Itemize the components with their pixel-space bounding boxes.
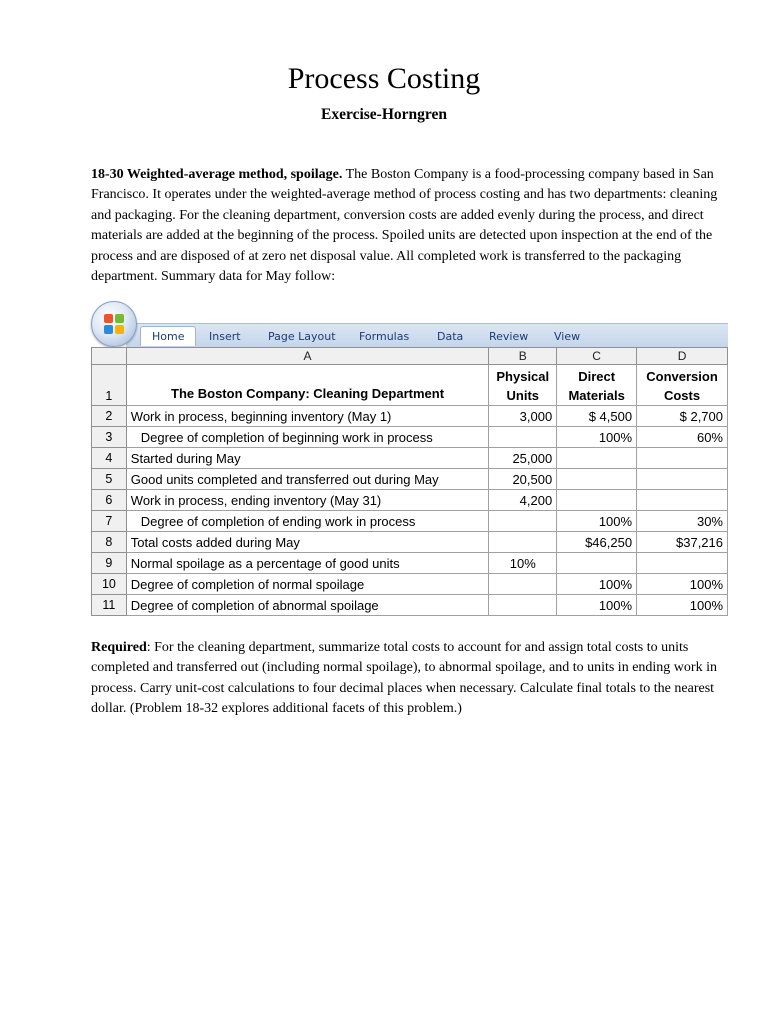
cell-direct-materials[interactable]: 100%: [557, 574, 637, 595]
cell-label[interactable]: Work in process, ending inventory (May 31): [126, 490, 489, 511]
required-label: Required: [91, 640, 147, 655]
cell-physical-units[interactable]: [489, 427, 557, 448]
problem-intro: [91, 165, 731, 287]
header-line: Units: [506, 388, 539, 403]
cell-label[interactable]: Started during May: [126, 448, 489, 469]
spreadsheet-figure: [91, 301, 728, 623]
cell-label[interactable]: Total costs added during May: [126, 532, 489, 553]
cell-conversion-costs[interactable]: 100%: [637, 595, 728, 616]
table-row: [92, 532, 728, 553]
tab-review[interactable]: Review: [489, 330, 529, 343]
tab-view[interactable]: View: [554, 330, 581, 343]
document-subtitle: Exercise-Horngren: [321, 106, 447, 123]
cell-physical-units[interactable]: [489, 595, 557, 616]
cell-direct-materials[interactable]: 100%: [557, 595, 637, 616]
header-line: Materials: [568, 388, 625, 403]
column-header-c[interactable]: C: [557, 348, 637, 365]
cell-physical-units[interactable]: 10%: [489, 553, 557, 574]
cell-conversion-costs[interactable]: [637, 448, 728, 469]
problem-heading: 18-30 Weighted-average method, spoilage.: [91, 167, 343, 182]
table-title[interactable]: The Boston Company: Cleaning Department: [126, 365, 489, 406]
cell-conversion-costs[interactable]: 30%: [637, 511, 728, 532]
office-button[interactable]: [91, 301, 137, 347]
row-number[interactable]: 11: [92, 595, 127, 616]
cell-label[interactable]: Normal spoilage as a percentage of good units: [126, 553, 489, 574]
cell-label[interactable]: Degree of completion of normal spoilage: [126, 574, 489, 595]
header-conversion-costs[interactable]: [637, 365, 728, 406]
cell-physical-units[interactable]: 3,000: [489, 406, 557, 427]
data-table: [91, 347, 728, 616]
row-number[interactable]: 5: [92, 469, 127, 490]
cell-direct-materials[interactable]: $ 4,500: [557, 406, 637, 427]
document-title: Process Costing: [287, 62, 481, 95]
cell-label[interactable]: Degree of completion of abnormal spoilage: [126, 595, 489, 616]
header-direct-materials[interactable]: [557, 365, 637, 406]
table-header-row: [92, 365, 728, 406]
table-row: [92, 427, 728, 448]
row-number[interactable]: 4: [92, 448, 127, 469]
cell-physical-units[interactable]: 25,000: [489, 448, 557, 469]
cell-conversion-costs[interactable]: 100%: [637, 574, 728, 595]
cell-conversion-costs[interactable]: 60%: [637, 427, 728, 448]
cell-label[interactable]: Good units completed and transferred out during May: [126, 469, 489, 490]
table-row: [92, 469, 728, 490]
table-row: [92, 490, 728, 511]
table-row: [92, 511, 728, 532]
header-line: Conversion: [646, 369, 718, 384]
cell-direct-materials[interactable]: [557, 448, 637, 469]
cell-label[interactable]: Degree of completion of ending work in process: [126, 511, 489, 532]
column-header-d[interactable]: D: [637, 348, 728, 365]
ribbon-tab-bar: [126, 323, 728, 348]
column-header-b[interactable]: B: [489, 348, 557, 365]
cell-conversion-costs[interactable]: [637, 490, 728, 511]
cell-physical-units[interactable]: 4,200: [489, 490, 557, 511]
row-number[interactable]: 3: [92, 427, 127, 448]
tab-data[interactable]: Data: [437, 330, 464, 343]
header-line: Physical: [496, 369, 550, 384]
header-line: Costs: [663, 388, 701, 403]
header-line: Direct: [578, 369, 616, 384]
cell-direct-materials[interactable]: [557, 490, 637, 511]
cell-conversion-costs[interactable]: [637, 469, 728, 490]
required-paragraph: [91, 638, 731, 720]
cell-physical-units[interactable]: 20,500: [489, 469, 557, 490]
row-number[interactable]: 7: [92, 511, 127, 532]
tab-insert[interactable]: Insert: [209, 330, 241, 343]
row-number[interactable]: 10: [92, 574, 127, 595]
cell-label[interactable]: Degree of completion of beginning work in process: [126, 427, 489, 448]
cell-physical-units[interactable]: [489, 574, 557, 595]
table-row: [92, 553, 728, 574]
row-number[interactable]: 1: [92, 365, 127, 406]
cell-conversion-costs[interactable]: $ 2,700: [637, 406, 728, 427]
cell-conversion-costs[interactable]: $37,216: [637, 532, 728, 553]
cell-direct-materials[interactable]: 100%: [557, 511, 637, 532]
column-header-row: [92, 348, 728, 365]
table-row: [92, 595, 728, 616]
table-row: [92, 448, 728, 469]
problem-text: The Boston Company is a food-processing company based in San Francisco. It operates under the weighted-average method of process costing and has two departments: cleaning and packaging. For the cleaning department, conversion costs are added evenly during the process, and direct materials are added at the beginning of the process. Spoiled units are detected upon inspection at the end of the process and are disposed of at zero net disposal value. All completed work is transferred to the packaging department. Summary data for May follow:: [91, 167, 718, 285]
table-row: [92, 574, 728, 595]
cell-direct-materials[interactable]: $46,250: [557, 532, 637, 553]
row-number[interactable]: 6: [92, 490, 127, 511]
row-number[interactable]: 9: [92, 553, 127, 574]
column-header-a[interactable]: A: [126, 348, 489, 365]
cell-direct-materials[interactable]: [557, 553, 637, 574]
tab-page-layout[interactable]: Page Layout: [268, 330, 336, 343]
cell-conversion-costs[interactable]: [637, 553, 728, 574]
cell-direct-materials[interactable]: [557, 469, 637, 490]
cell-physical-units[interactable]: [489, 511, 557, 532]
tab-home[interactable]: Home: [140, 326, 196, 346]
cell-physical-units[interactable]: [489, 532, 557, 553]
row-number[interactable]: 2: [92, 406, 127, 427]
office-logo-icon: [104, 314, 124, 334]
cell-label[interactable]: Work in process, beginning inventory (May 1): [126, 406, 489, 427]
required-text: : For the cleaning department, summarize total costs to account for and assign total costs to units completed and transferred out (including normal spoilage), to abnormal spoilage, and to units in ending work in process. Carry unit-cost calculations to four decimal places when necessary. Calculate final totals to the nearest dollar. (Problem 18-32 explores additional facets of this problem.): [91, 640, 717, 717]
cell-direct-materials[interactable]: 100%: [557, 427, 637, 448]
tab-formulas[interactable]: Formulas: [359, 330, 410, 343]
table-row: [92, 406, 728, 427]
header-physical-units[interactable]: [489, 365, 557, 406]
row-number[interactable]: 8: [92, 532, 127, 553]
select-all-corner[interactable]: [92, 348, 127, 365]
